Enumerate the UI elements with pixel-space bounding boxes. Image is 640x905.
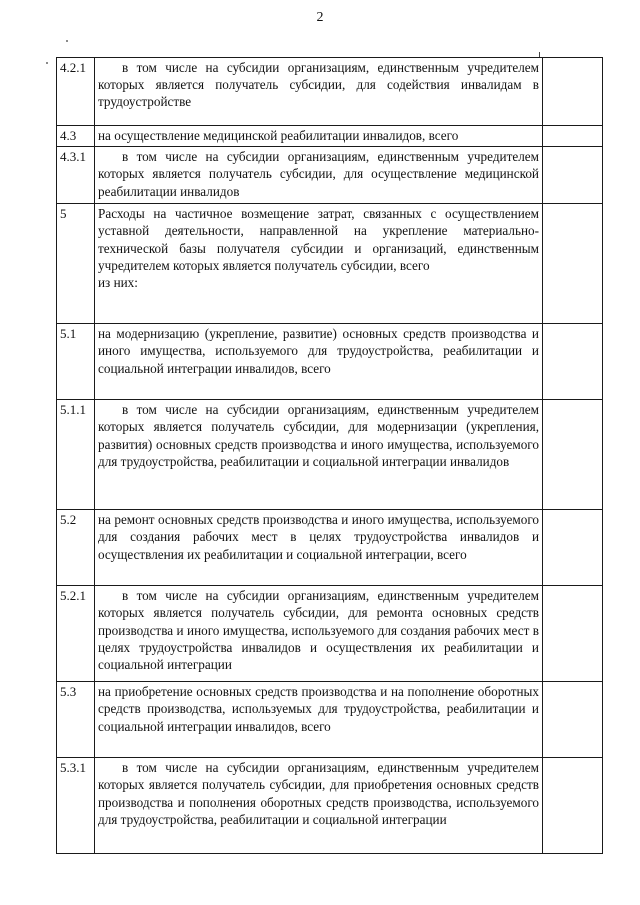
row-value-cell	[543, 147, 603, 204]
row-description: на приобретение основных средств производства и на пополнение оборотных средств производства, используемых для трудоустройства, реабилитации и социальной интеграции инвалидов, всего	[95, 682, 543, 758]
row-number: 5.1	[57, 324, 95, 400]
row-number: 5	[57, 204, 95, 324]
row-description: в том числе на субсидии организациям, единственным учредителем которых является получатель субсидии, для модернизации (укрепления, развития) основных средств производства и иного имущества, используемого для трудоустройства, реабилитации и социальной интеграции инвалидов	[95, 400, 543, 510]
row-value-cell	[543, 58, 603, 126]
table-row	[57, 204, 603, 324]
row-value-cell	[543, 204, 603, 324]
scan-artifact-dot	[66, 40, 68, 42]
row-value-cell	[543, 510, 603, 586]
row-description: на модернизацию (укрепление, развитие) основных средств производства и иного имущества, используемого для трудоустройства, реабилитации и социальной интеграции инвалидов, всего	[95, 324, 543, 400]
table-row	[57, 58, 603, 126]
table-row	[57, 147, 603, 204]
row-number: 5.3	[57, 682, 95, 758]
row-description: на ремонт основных средств производства и иного имущества, используемого для создания рабочих мест в целях трудоустройства инвалидов и осуществления их реабилитации и социальной интеграции, всего	[95, 510, 543, 586]
row-description: на осуществление медицинской реабилитации инвалидов, всего	[95, 126, 543, 147]
report-table	[56, 57, 603, 854]
row-value-cell	[543, 400, 603, 510]
row-number: 5.3.1	[57, 758, 95, 854]
row-number: 5.2	[57, 510, 95, 586]
row-number: 5.1.1	[57, 400, 95, 510]
row-value-cell	[543, 586, 603, 682]
table-row	[57, 758, 603, 854]
table-row	[57, 682, 603, 758]
row-value-cell	[543, 324, 603, 400]
table-row	[57, 586, 603, 682]
row-description: в том числе на субсидии организациям, единственным учредителем которых является получатель субсидии, для приобретения основных средств производства и пополнения оборотных средств производства, используемого для трудоустройства, реабилитации и социальной интеграции	[95, 758, 543, 854]
scan-artifact-dot	[46, 62, 48, 64]
row-value-cell	[543, 682, 603, 758]
row-description: Расходы на частичное возмещение затрат, связанных с осуществлением уставной деятельности, направленной на укрепление материально-технической базы получателя субсидии и организаций, единственным учредителем которых является получатель субсидии, всего из них:	[95, 204, 543, 324]
row-number: 5.2.1	[57, 586, 95, 682]
row-description: в том числе на субсидии организациям, единственным учредителем которых является получатель субсидии, для ремонта основных средств производства и иного имущества, используемого для создания рабочих мест в целях трудоустройства инвалидов и осуществления их реабилитации и социальной интеграции	[95, 586, 543, 682]
row-description: в том числе на субсидии организациям, единственным учредителем которых является получатель субсидии, для осуществление медицинской реабилитации инвалидов	[95, 147, 543, 204]
row-value-cell	[543, 126, 603, 147]
row-description: в том числе на субсидии организациям, единственным учредителем которых является получатель субсидии, для содействия инвалидам в трудоустройстве	[95, 58, 543, 126]
row-number: 4.3.1	[57, 147, 95, 204]
row-number: 4.2.1	[57, 58, 95, 126]
table-row	[57, 510, 603, 586]
table-row	[57, 324, 603, 400]
table-row	[57, 400, 603, 510]
row-number: 4.3	[57, 126, 95, 147]
page-number: 2	[316, 10, 324, 25]
row-value-cell	[543, 758, 603, 854]
table-row	[57, 126, 603, 147]
